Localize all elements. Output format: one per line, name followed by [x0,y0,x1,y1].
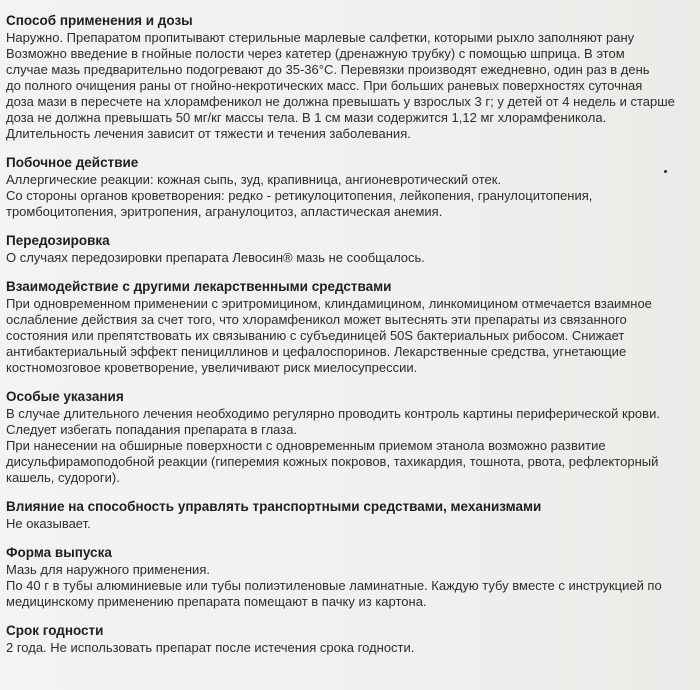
text-line: Следует избегать попадания препарата в глаза. [6,422,298,437]
text-line: Аллергические реакции: кожная сыпь, зуд, крапивница, ангионевротический отек. [6,172,502,187]
section-release-form [6,544,700,610]
section-driving-ability [6,498,700,532]
text-line: При одновременном применении с эритромицином, клиндамицином, линкомицином отмечается взаимное [6,296,652,311]
text-line: Мазь для наружного применения. [6,562,210,577]
text-line: костномозговое кроветворение, увеличивают риск миелосупрессии. [6,360,418,375]
text-line: Возможно введение в гнойные полости через катетер (дренажную трубку) с помощью шприца. В этом [6,46,625,61]
section-dosage [6,12,700,142]
text-line: Со стороны органов кроветворения: редко - ретикулоцитопения, лейкопения, гранулоцитопения, [6,188,593,203]
text-line: антибактериальный эффект пенициллинов и цефалоспоринов. Лекарственные средства, угнетающие [6,344,627,359]
section-heading: Способ применения и дозы [6,13,193,28]
section-heading: Влияние на способность управлять транспортными средствами, механизмами [6,499,542,514]
text-line: до полного очищения раны от гнойно-некротических масс. При больших раневых поверхностях суточная [6,78,643,93]
text-line: При нанесении на обширные поверхности с одновременным приемом этанола возможно развитие [6,438,606,453]
text-line: доза не должна превышать 50 мг/кг массы тела. В 1 см мази содержится 1,12 мг хлорамфеникола. [6,110,607,125]
section-side-effects [6,154,700,220]
text-line: случае мазь предварительно подогревают до 35-36°С. Перевязки производят ежедневно, один раз в день [6,62,650,77]
text-line: кашель, судороги). [6,470,120,485]
text-line: О случаях передозировки препарата Левосин® мазь не сообщалось. [6,250,425,265]
section-special-instructions [6,388,700,486]
text-line: доза мази в пересчете на хлорамфеникол не должна превышать у взрослых 3 г; у детей от 4 недель и старше [6,94,675,109]
text-line: ослабление действия за счет того, что хлорамфеникол может вытеснять эти препараты из связанного [6,312,627,327]
text-line: медицинскому применению препарата помещают в пачку из картона. [6,594,427,609]
text-line: Не оказывает. [6,516,91,531]
text-line: тромбоцитопения, эритропения, агранулоцитоз, апластическая анемия. [6,204,443,219]
section-overdose [6,232,700,266]
text-line: Длительность лечения зависит от тяжести и течения заболевания. [6,126,411,141]
section-heading: Взаимодействие с другими лекарственными средствами [6,279,392,294]
text-line: В случае длительного лечения необходимо регулярно проводить контроль картины периферической крови. [6,406,660,421]
speck [664,170,667,173]
section-heading: Форма выпуска [6,545,112,560]
section-shelf-life [6,622,700,656]
text-line: По 40 г в тубы алюминиевые или тубы полиэтиленовые ламинатные. Каждую тубу вместе с инструкцией по [6,578,662,593]
text-line: Наружно. Препаратом пропитывают стерильные марлевые салфетки, которыми рыхло заполняют рану [6,30,635,45]
text-line: дисульфирамоподобной реакции (гиперемия кожных покровов, тахикардия, тошнота, рвота, рефлекторный [6,454,659,469]
section-heading: Побочное действие [6,155,139,170]
section-heading: Особые указания [6,389,124,404]
section-heading: Передозировка [6,233,110,248]
text-line: состояния или препятствовать их связыванию с субъединицей 50S бактериальных рибосом. Снижает [6,328,625,343]
section-heading: Срок годности [6,623,104,638]
section-interactions [6,278,700,376]
text-line: 2 года. Не использовать препарат после истечения срока годности. [6,640,415,655]
